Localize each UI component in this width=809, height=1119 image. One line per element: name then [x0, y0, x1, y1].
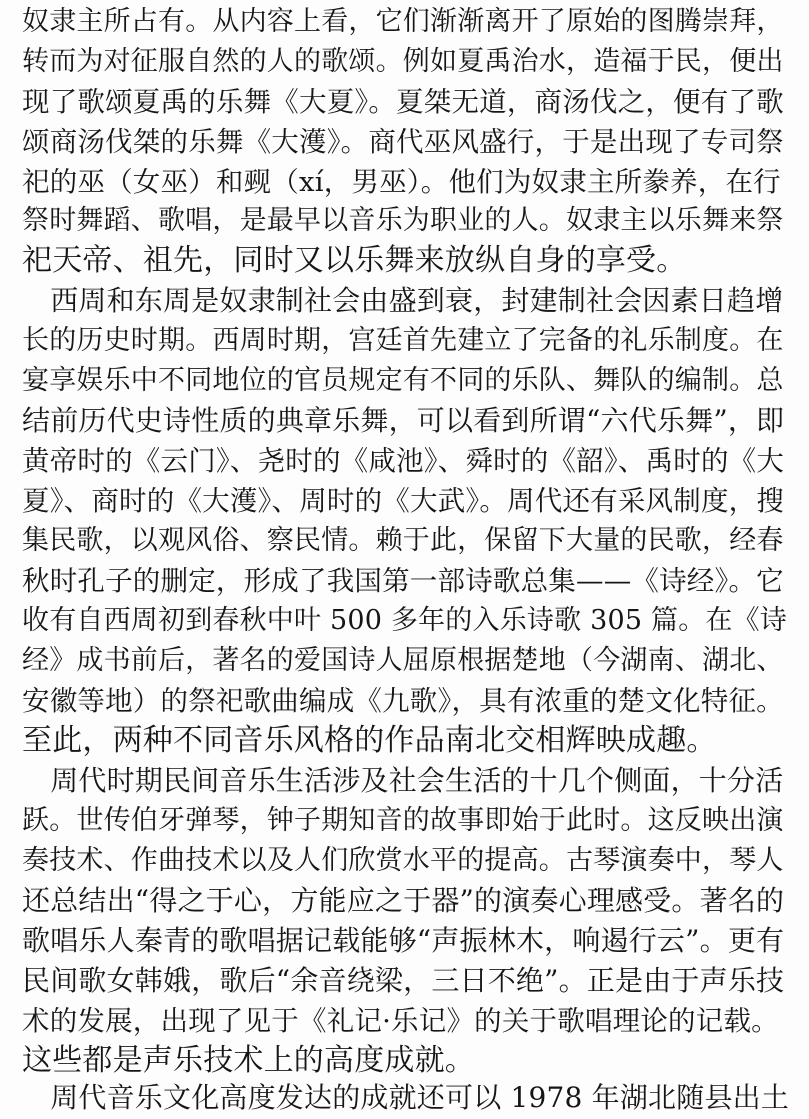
text-line: 这些都是声乐技术上的高度成就。 [22, 1043, 475, 1078]
text-line: 转而为对征服自然的人的歌颂。例如夏禹治水，造福于民，便出 [22, 46, 784, 77]
text-line: 秋时孔子的删定，形成了我国第一部诗歌总集——《诗经》。它 [22, 565, 784, 597]
text-line: 术的发展，出现了见于《礼记·乐记》的关于歌唱理论的记载。 [22, 1005, 779, 1037]
text-line: 跃。世传伯牙弹琴，钟子期知音的故事即始于此时。这反映出演 [22, 805, 784, 836]
text-line: 长的历史时期。西周时期，宫廷首先建立了完备的礼乐制度。在 [22, 325, 784, 356]
text-line: 祀的巫（女巫）和觋（xí，男巫）。他们为奴隶主所豢养，在行 [22, 166, 781, 198]
text-line: 颂商汤伐桀的乐舞《大濩》。商代巫风盛行，于是出现了专司祭 [22, 126, 784, 158]
text-line: 奏技术、作曲技术以及人们欣赏水平的提高。古琴演奏中，琴人 [22, 845, 784, 876]
text-line: 西周和东周是奴隶制社会由盛到衰，封建制社会因素日趋增 [22, 284, 784, 317]
text-line: 民间歌女韩娥，歌后“余音绕梁，三日不绝”。正是由于声乐技 [22, 964, 785, 997]
text-line: 夏》、商时的《大濩》、周时的《大武》。周代还有采风制度，搜 [22, 485, 785, 517]
text-line: 宴享娱乐中不同地位的官员规定有不同的乐队、舞队的编制。总 [22, 365, 784, 396]
text-line: 还总结出“得之于心，方能应之于器”的演奏心理感受。著名的 [22, 884, 785, 917]
text-line: 现了歌颂夏禹的乐舞《大夏》。夏桀无道，商汤伐之，便有了歌 [22, 86, 784, 118]
text-line: 周代时期民间音乐生活涉及社会生活的十几个侧面，十分活 [22, 764, 784, 797]
text-line: 至此，两种不同音乐风格的作品南北交相辉映成趣。 [22, 723, 717, 758]
text-line: 安徽等地）的祭祀歌曲编成《九歌》，具有浓重的楚文化特征。 [22, 685, 784, 717]
text-line: 结前历代史诗性质的典章乐舞，可以看到所谓“六代乐舞”，即 [22, 404, 785, 437]
text-line: 祭时舞蹈、歌唱，是最早以音乐为职业的人。奴隶主以乐舞来祭 [22, 205, 784, 236]
text-line: 周代音乐文化高度发达的成就还可以 1978 年湖北随县出土 [22, 1081, 790, 1114]
text-line: 歌唱乐人秦青的歌唱据记载能够“声振林木，响遏行云”。更有 [22, 924, 785, 957]
text-line: 黄帝时的《云门》、尧时的《咸池》、舜时的《韶》、禹时的《大 [22, 445, 785, 477]
text-line: 祀天帝、祖先，同时又以乐舞来放纵自身的享受。 [22, 243, 687, 278]
text-line: 收有自西周初到春秋中叶 500 多年的入乐诗歌 305 篇。在《诗 [22, 605, 787, 636]
text-line: 集民歌，以观风俗、察民情。赖于此，保留下大量的民歌，经春 [22, 525, 784, 556]
text-line: 奴隶主所占有。从内容上看，它们渐渐离开了原始的图腾崇拜， [22, 6, 784, 37]
text-line: 经》成书前后，著名的爱国诗人屈原根据楚地（今湖南、湖北、 [22, 645, 784, 676]
